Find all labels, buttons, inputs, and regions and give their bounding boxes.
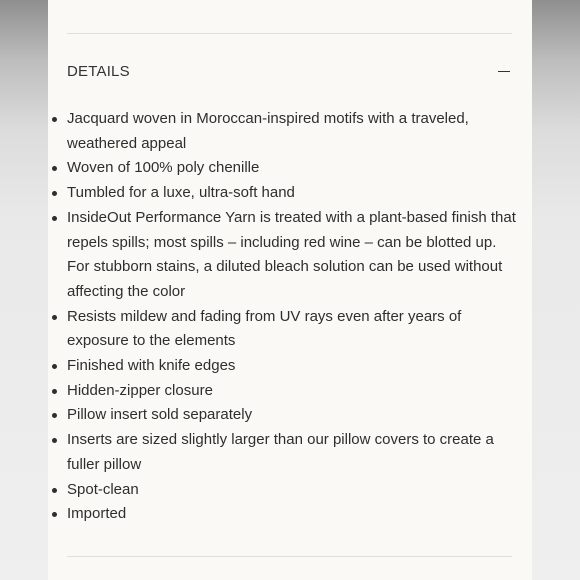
bullet-icon: [52, 488, 57, 493]
list-item-text: Spot-clean: [67, 480, 139, 498]
product-details-panel: [48, 0, 532, 580]
list-item-text: Tumbled for a luxe, ultra-soft hand: [67, 184, 295, 202]
bullet-icon: [52, 166, 57, 171]
list-item-text: Jacquard woven in Moroccan-inspired motifs with a traveled, weathered appeal: [67, 110, 469, 152]
list-item: [67, 156, 517, 181]
list-item-text: Hidden-zipper closure: [67, 381, 213, 399]
bullet-icon: [52, 413, 57, 418]
list-item-text: Imported: [67, 505, 127, 523]
list-item-text: Resists mildew and fading from UV rays even after years of exposure to the elements: [67, 307, 462, 350]
bullet-icon: [52, 315, 57, 320]
list-item: [67, 206, 517, 305]
bullet-icon: [52, 389, 57, 394]
bottom-divider: [67, 556, 512, 557]
list-item: [67, 107, 517, 156]
bullet-icon: [52, 117, 57, 122]
details-title: DETAILS: [67, 62, 130, 80]
list-item-text: Woven of 100% poly chenille: [67, 159, 260, 177]
list-item: [67, 181, 517, 206]
list-item-text: Pillow insert sold separately: [67, 406, 253, 424]
list-item: [67, 428, 517, 477]
bullet-icon: [52, 438, 57, 443]
list-item: [67, 379, 517, 404]
list-item: [67, 305, 517, 354]
top-divider: [67, 33, 512, 34]
details-accordion-header[interactable]: [67, 57, 512, 85]
list-item-text: Inserts are sized slightly larger than our pillow covers to create a fuller pillow: [67, 431, 494, 473]
list-item: [67, 354, 517, 379]
bullet-icon: [52, 216, 57, 221]
bullet-icon: [52, 191, 57, 196]
bullet-icon: [52, 512, 57, 517]
details-list: [67, 107, 517, 527]
bullet-icon: [52, 364, 57, 369]
minus-icon[interactable]: [498, 71, 510, 72]
list-item-text: Finished with knife edges: [67, 357, 236, 375]
list-item: [67, 478, 517, 503]
list-item: [67, 502, 517, 527]
list-item-text: InsideOut Performance Yarn is treated with a plant-based finish that repels spills; most spills – including red wine – can be blotted up. For stubborn stains, a diluted bleach solution can be used without affecting the color: [67, 208, 516, 300]
list-item: [67, 403, 517, 428]
